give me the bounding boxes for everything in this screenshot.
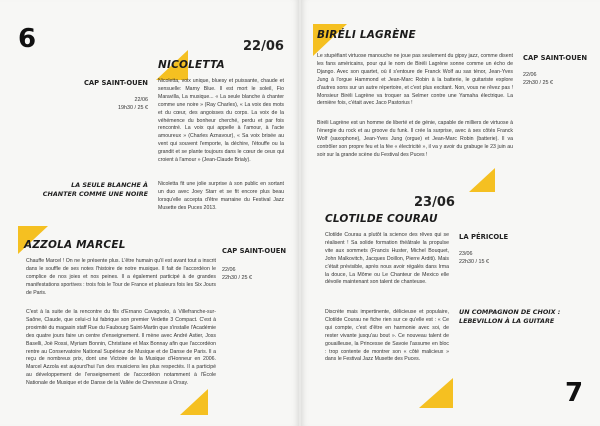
artist-bio-note: Nicoletta fit une jolie surprise à son public en sortant un duo avec Joey Starr et se fit encore plus beau lorsqu'elle accepta d'être marraine du Festival Jazz Musette des Puces 2013. [158, 181, 284, 211]
artist-bio: Clotilde Courau a plutôt la science des rêves qui se réalisent ! Sa solide formation théâtrale la propulse vite aux sommets (Francis Huster, Michel Bouquet, John Malkovitch, Jacques Doillon, Pierre Arditi). Mais c'était prévisible, après nous avoir régalés dans Irma la douce, La Môme ou Le Chanteur de Mexico elle dévoile maintenant son talent de chanteuse. [325, 232, 449, 286]
artist-bio: Le stupéfiant virtuose manouche ne joue pas seulement du gipsy jazz, comme disent les fans américains, pour qui le nom de Biréli Lagrène sonne comme un écho de Django. Avec son quartet, où il s'entoure de Franck Wolf au sax ténor, Jean-Yves Jung à l'orgue Hammond et Jean-Marc Robin à la batterie, le guitariste explore d'autres sons sur un autre répertoire, et c'est plus excitant. Non, vous ne rêvez pas ! Monsieur Biréli Lagrène va troquer sa Selmer contre une Yamaha électrique. La dernière fois, c'était avec Jaco Pastorius ! [317, 53, 513, 107]
artist-bio-history: C'est à la suite de la rencontre du fils d'Ernano Cavagnolo, à Villefranche-sur-Saône, Claude, que celui-ci lui fabrique son premier Vedette 3 Compact. C'est à proximité du magasin staff Rue du Faubourg Saint-Martin que s'installe l'Académie des quatre jours faire un centre d'enseignement. Il mène avec André Astier, Joss Baselli, Joë Rossi, Myriam Bonnin, Christiane et Max Bonnay afin que l'accordéon rentre au Conservatoire National Supérieur de Musique et de Danse de Paris. Il a reçu de nombreux prix, dont une Victoire de la Musique d'Honneur en 2006. Marcel Azzola est aujourd'hui l'un des musiciens les plus respectés. Il a participé au développement de l'enseignement de l'accordéon notamment à l'École Nationale de Musique et de Danse de la Vallée de Chevreuse à Orsay. [26, 309, 216, 387]
time-price: 19h30 / 25 € [118, 105, 148, 111]
artist-bio-note: Discrète mais impertinente, délicieuse et populaire, Clotilde Courau ne fiche rien sur ce qu'elle est : « Ce qui compte, c'est d'être en harmonie avec soi, de rester vivante jusqu'au bout ». Ce nouveau talent de gouailleuse, la Princesse de Savoie l'assume en bloc : trop contente de montrer son « côté malicieux » dans le Festival Jazz Musette des Puces. [325, 309, 449, 363]
artist-name: CLOTILDE COURAU [325, 213, 438, 225]
accent-triangle [180, 389, 208, 415]
concert-day: 22/06 [222, 267, 236, 273]
concert-day: 23/06 [459, 251, 473, 257]
left-page [0, 0, 299, 426]
pull-quote: UN COMPAGNON DE CHOIX : LEBEVILLON À LA GUITARE [459, 308, 561, 325]
right-page [301, 0, 600, 426]
venue-name: CAP SAINT-OUEN [83, 79, 148, 87]
artist-name: AZZOLA MARCEL [24, 239, 126, 251]
time-price: 22h30 / 25 € [222, 275, 252, 281]
artist-bio: Chauffe Marcel ! On ne le présente plus. L'être humain qu'il est avant tout a inscrit dans le souffle de ses notes l'histoire de notre musique. Il fait de l'accordéon le complice de nos joies et nos peines. Il a également participé à de grandes manifestations sportives : trois fois le Tour de France et plusieurs fois les Six Jours de Paris. [26, 258, 216, 296]
concert-date: 22/06 [243, 39, 284, 54]
artist-name: NICOLETTA [158, 59, 225, 71]
accent-triangle [419, 378, 453, 408]
concert-date: 23/06 [414, 195, 455, 210]
artist-bio-concert: Biréli Lagrène est un homme de liberté et de génie, capable de milliers de virtuose à l'énergie du rock et au groove du funk. Il crée la surprise, avec à ses côtés Franck Wolf (saxophone), Jean-Yves Jung (orgue) et Jean-Marc Robin (batterie). Il va contrôler son propre feu et la fée « électricité », il va y avoir du grabuge le 23 juin au soir sur la grande scène du Festival des Puces ! [317, 120, 513, 158]
artist-name: BIRÉLI LAGRÈNE [317, 29, 416, 41]
page-number: 6 [18, 24, 37, 54]
time-price: 22h30 / 15 € [459, 259, 489, 265]
venue-name: LA PÉRICOLE [459, 233, 509, 241]
time-price: 22h30 / 25 € [523, 80, 553, 86]
pull-quote: LA SEULE BLANCHE À CHANTER COMME UNE NOIRE [42, 181, 148, 198]
concert-day: 22/06 [523, 72, 537, 78]
venue-name: CAP SAINT-OUEN [523, 54, 588, 62]
accent-triangle [469, 168, 495, 192]
page-number: 7 [565, 378, 584, 408]
concert-day: 22/06 [134, 97, 148, 103]
artist-bio: Nicoletta, voix unique, bluesy et puissante, chaude et sensuelle: Marny Blue. Il est mort le soleil, Fio Maravilla, La musique... « La seule blanche à chanter comme une noire » (Ray Charles), « La voix des mots et du cœur, des angoisses du corps. La voix de la véhémence du bonheur cherché, perdu et par fois rencontré. La voix qui appelle à l'amour, à l'acte amoureux » (Charles Aznavour), « Sa voix brisée au vent qui souvent l'emporte, la déchire, l'étouffe ou la grandit et se plante toujours dans le cœur de ceux qui croient à l'amour » (Jean-Claude Brialy). [158, 78, 284, 164]
venue-name: CAP SAINT-OUEN [222, 247, 287, 255]
